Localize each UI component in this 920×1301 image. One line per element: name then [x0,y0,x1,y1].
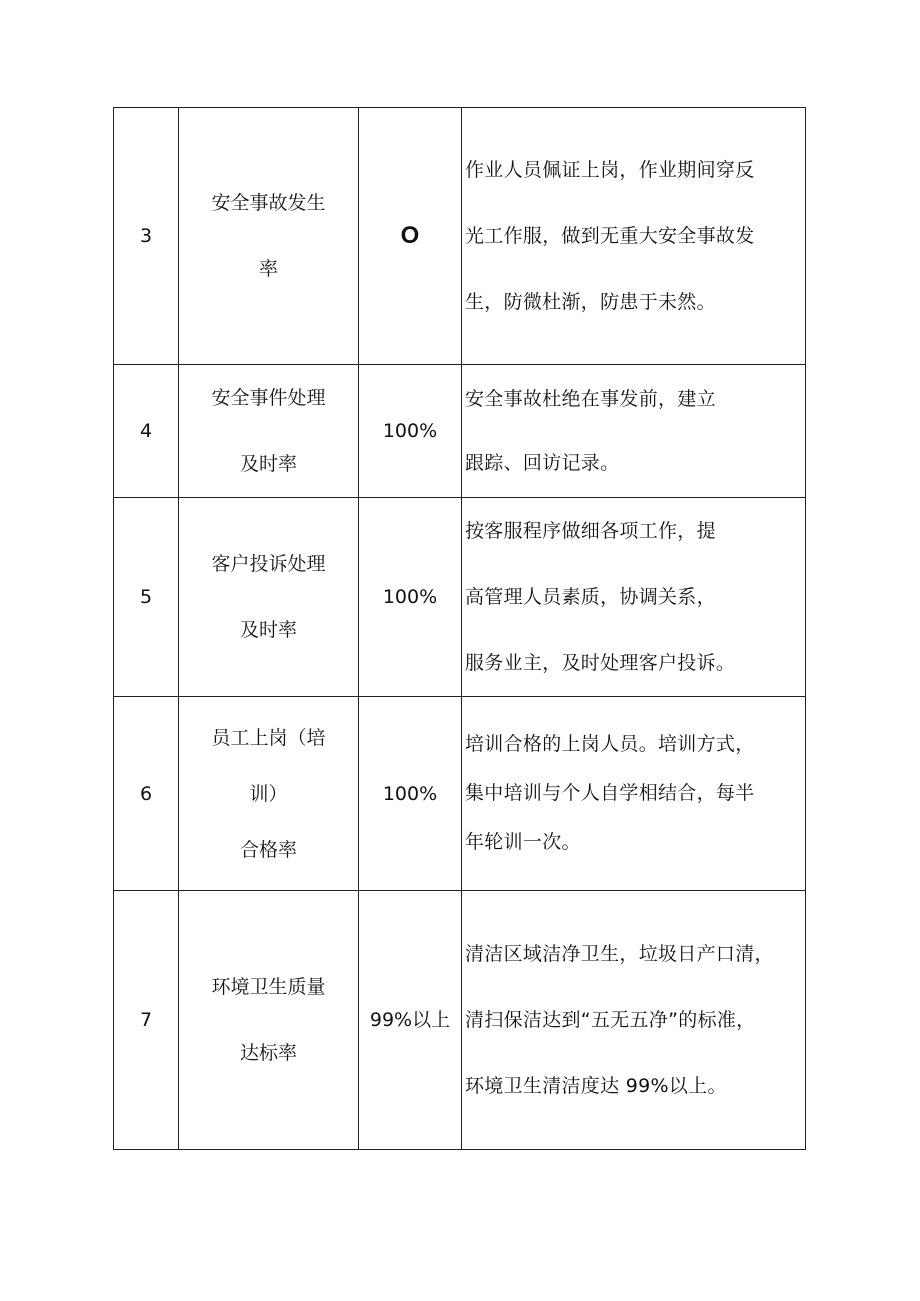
row-number: 4 [114,365,179,498]
table-row [114,365,806,498]
indicator-name-line: 客户投诉处理 [211,553,326,575]
target-value: 100% [359,697,462,891]
description-line: 安全事故杜绝在事发前，建立 [465,388,716,410]
description-line: 跟踪、回访记录。 [465,452,620,474]
indicator-name-line: 安全事故发生 [211,192,326,214]
description-line: 按客服程序做细各项工作，提 [465,520,716,542]
description-line: 高管理人员素质，协调关系， [465,586,716,608]
description-line: 环境卫生清洁度达 99%以上。 [465,1075,727,1097]
indicator-name-line: 率 [258,258,278,280]
target-value: 100% [359,498,462,697]
measure-description [462,108,806,365]
row-number: 7 [114,891,179,1150]
indicator-name-line: 员工上岗（培 [211,726,326,749]
indicator-name-line: 训） [249,782,288,805]
target-value: 99%以上 [359,891,462,1150]
indicator-name [179,498,359,697]
description-line: 作业人员佩证上岗，作业期间穿反 [465,159,755,181]
indicator-name [179,365,359,498]
description-line: 年轮训一次。 [465,831,581,853]
indicator-name [179,891,359,1150]
description-line: 集中培训与个人自学相结合，每半 [465,782,755,804]
target-value-text: O [400,221,420,249]
indicator-name [179,108,359,365]
table-row [114,697,806,891]
measure-description [462,365,806,498]
description-line: 光工作服，做到无重大安全事故发 [465,225,755,247]
description-line: 清扫保洁达到“五无五净”的标准， [465,1009,756,1031]
target-value: 100% [359,365,462,498]
table-row [114,498,806,697]
indicator-table [113,107,806,1150]
measure-description [462,498,806,697]
indicator-name-line: 达标率 [239,1042,297,1064]
indicator-name-line: 及时率 [239,453,297,475]
indicator-name-line: 及时率 [239,619,297,641]
description-line: 培训合格的上岗人员。培训方式， [465,733,755,755]
target-value [359,108,462,365]
description-line: 生，防微杜渐，防患于未然。 [465,291,716,313]
measure-description [462,697,806,891]
indicator-name-line: 环境卫生质量 [211,976,326,998]
table-row [114,108,806,365]
description-line: 服务业主，及时处理客户投诉。 [465,652,736,674]
indicator-name [179,697,359,891]
table-row [114,891,806,1150]
row-number: 3 [114,108,179,365]
indicator-name-line: 安全事件处理 [211,387,326,409]
measure-description [462,891,806,1150]
row-number: 5 [114,498,179,697]
indicator-name-line: 合格率 [239,838,297,861]
row-number: 6 [114,697,179,891]
description-line: 清洁区域洁净卫生，垃圾日产口清， [465,943,774,965]
